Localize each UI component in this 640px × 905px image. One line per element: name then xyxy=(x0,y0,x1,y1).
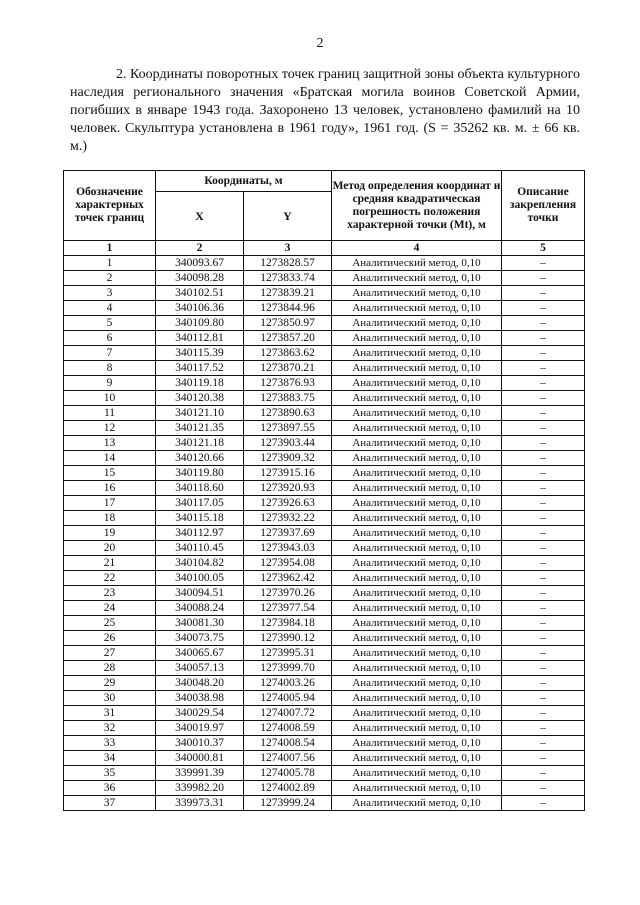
table-row xyxy=(64,781,585,796)
table-row xyxy=(64,751,585,766)
cell-method: Аналитический метод, 0,10 xyxy=(332,721,502,736)
cell-y: 1273915.16 xyxy=(244,466,332,481)
cell-x: 340115.39 xyxy=(156,346,244,361)
cell-x: 340106.36 xyxy=(156,301,244,316)
cell-method: Аналитический метод, 0,10 xyxy=(332,346,502,361)
cell-description: – xyxy=(502,346,585,361)
cell-y: 1273920.93 xyxy=(244,481,332,496)
cell-description: – xyxy=(502,751,585,766)
cell-x: 340121.18 xyxy=(156,436,244,451)
cell-y: 1273932.22 xyxy=(244,511,332,526)
cell-x: 340117.52 xyxy=(156,361,244,376)
cell-y: 1273876.93 xyxy=(244,376,332,391)
table-row xyxy=(64,346,585,361)
table-row xyxy=(64,301,585,316)
cell-y: 1273844.96 xyxy=(244,301,332,316)
cell-y: 1274008.54 xyxy=(244,736,332,751)
cell-description: – xyxy=(502,496,585,511)
cell-method: Аналитический метод, 0,10 xyxy=(332,496,502,511)
cell-point-number: 2 xyxy=(64,271,156,286)
cell-point-number: 35 xyxy=(64,766,156,781)
header-point-designation: Обозначение характерных точек границ xyxy=(64,171,156,241)
table-row xyxy=(64,391,585,406)
cell-point-number: 7 xyxy=(64,346,156,361)
header-coordinates: Координаты, м xyxy=(156,171,332,192)
cell-description: – xyxy=(502,451,585,466)
cell-point-number: 18 xyxy=(64,511,156,526)
cell-method: Аналитический метод, 0,10 xyxy=(332,361,502,376)
cell-point-number: 10 xyxy=(64,391,156,406)
cell-x: 340081.30 xyxy=(156,616,244,631)
cell-method: Аналитический метод, 0,10 xyxy=(332,706,502,721)
table-row xyxy=(64,676,585,691)
cell-point-number: 25 xyxy=(64,616,156,631)
cell-description: – xyxy=(502,361,585,376)
cell-description: – xyxy=(502,631,585,646)
cell-y: 1274007.56 xyxy=(244,751,332,766)
cell-point-number: 17 xyxy=(64,496,156,511)
cell-point-number: 32 xyxy=(64,721,156,736)
cell-method: Аналитический метод, 0,10 xyxy=(332,661,502,676)
cell-x: 340088.24 xyxy=(156,601,244,616)
cell-y: 1273839.21 xyxy=(244,286,332,301)
table-row xyxy=(64,556,585,571)
cell-y: 1274007.72 xyxy=(244,706,332,721)
cell-description: – xyxy=(502,736,585,751)
cell-method: Аналитический метод, 0,10 xyxy=(332,646,502,661)
cell-point-number: 21 xyxy=(64,556,156,571)
cell-x: 340121.35 xyxy=(156,421,244,436)
cell-point-number: 1 xyxy=(64,256,156,271)
cell-point-number: 3 xyxy=(64,286,156,301)
cell-description: – xyxy=(502,301,585,316)
table-row xyxy=(64,526,585,541)
cell-description: – xyxy=(502,316,585,331)
caption-text: 2. Координаты поворотных точек границ защитной зоны объекта культурного наследия регионального значения «Братская могила воинов Советской Армии, погибших в январе 1943 года. Захоронено 13 человек, установлено фамилий на 10 человек. Скульптура установлена в 1961 году», 1961 год. (S = 35262 кв. м. ± 66 кв. м.) xyxy=(70,67,580,154)
cell-point-number: 5 xyxy=(64,316,156,331)
cell-x: 340119.80 xyxy=(156,466,244,481)
cell-x: 340109.80 xyxy=(156,316,244,331)
cell-method: Аналитический метод, 0,10 xyxy=(332,331,502,346)
cell-point-number: 36 xyxy=(64,781,156,796)
cell-method: Аналитический метод, 0,10 xyxy=(332,751,502,766)
cell-method: Аналитический метод, 0,10 xyxy=(332,586,502,601)
cell-method: Аналитический метод, 0,10 xyxy=(332,256,502,271)
cell-point-number: 27 xyxy=(64,646,156,661)
cell-method: Аналитический метод, 0,10 xyxy=(332,601,502,616)
cell-method: Аналитический метод, 0,10 xyxy=(332,556,502,571)
cell-x: 340110.45 xyxy=(156,541,244,556)
cell-point-number: 24 xyxy=(64,601,156,616)
page-number: 2 xyxy=(316,36,324,51)
cell-description: – xyxy=(502,511,585,526)
cell-y: 1273954.08 xyxy=(244,556,332,571)
cell-method: Аналитический метод, 0,10 xyxy=(332,526,502,541)
cell-point-number: 4 xyxy=(64,301,156,316)
cell-x: 340065.67 xyxy=(156,646,244,661)
cell-x: 340038.98 xyxy=(156,691,244,706)
cell-y: 1273962.42 xyxy=(244,571,332,586)
cell-x: 340094.51 xyxy=(156,586,244,601)
table-row xyxy=(64,796,585,811)
cell-x: 340121.10 xyxy=(156,406,244,421)
cell-x: 340117.05 xyxy=(156,496,244,511)
table-row xyxy=(64,256,585,271)
table-row xyxy=(64,286,585,301)
cell-description: – xyxy=(502,331,585,346)
table-row xyxy=(64,316,585,331)
column-number: 4 xyxy=(332,241,502,256)
cell-point-number: 6 xyxy=(64,331,156,346)
cell-x: 340112.81 xyxy=(156,331,244,346)
table-caption xyxy=(70,66,580,156)
cell-x: 340000.81 xyxy=(156,751,244,766)
table-row xyxy=(64,706,585,721)
cell-y: 1273833.74 xyxy=(244,271,332,286)
cell-point-number: 11 xyxy=(64,406,156,421)
cell-method: Аналитический метод, 0,10 xyxy=(332,781,502,796)
cell-method: Аналитический метод, 0,10 xyxy=(332,301,502,316)
cell-method: Аналитический метод, 0,10 xyxy=(332,541,502,556)
cell-method: Аналитический метод, 0,10 xyxy=(332,466,502,481)
cell-description: – xyxy=(502,781,585,796)
header-description: Описание закрепления точки xyxy=(502,171,585,241)
cell-method: Аналитический метод, 0,10 xyxy=(332,451,502,466)
table-row xyxy=(64,451,585,466)
table-row xyxy=(64,661,585,676)
cell-point-number: 19 xyxy=(64,526,156,541)
cell-description: – xyxy=(502,256,585,271)
table-row xyxy=(64,736,585,751)
table-row xyxy=(64,496,585,511)
cell-description: – xyxy=(502,391,585,406)
cell-y: 1273883.75 xyxy=(244,391,332,406)
cell-description: – xyxy=(502,406,585,421)
cell-point-number: 34 xyxy=(64,751,156,766)
cell-point-number: 29 xyxy=(64,676,156,691)
cell-description: – xyxy=(502,796,585,811)
cell-x: 340120.38 xyxy=(156,391,244,406)
cell-method: Аналитический метод, 0,10 xyxy=(332,766,502,781)
cell-y: 1274002.89 xyxy=(244,781,332,796)
cell-point-number: 13 xyxy=(64,436,156,451)
table-row xyxy=(64,466,585,481)
cell-description: – xyxy=(502,481,585,496)
cell-point-number: 14 xyxy=(64,451,156,466)
header-y: Y xyxy=(244,192,332,241)
cell-method: Аналитический метод, 0,10 xyxy=(332,436,502,451)
cell-y: 1273850.97 xyxy=(244,316,332,331)
cell-method: Аналитический метод, 0,10 xyxy=(332,616,502,631)
cell-point-number: 20 xyxy=(64,541,156,556)
cell-point-number: 8 xyxy=(64,361,156,376)
cell-x: 339982.20 xyxy=(156,781,244,796)
cell-point-number: 31 xyxy=(64,706,156,721)
cell-y: 1273943.03 xyxy=(244,541,332,556)
cell-y: 1273999.70 xyxy=(244,661,332,676)
cell-method: Аналитический метод, 0,10 xyxy=(332,736,502,751)
cell-description: – xyxy=(502,721,585,736)
cell-y: 1274008.59 xyxy=(244,721,332,736)
table-row xyxy=(64,646,585,661)
cell-x: 340073.75 xyxy=(156,631,244,646)
cell-x: 340048.20 xyxy=(156,676,244,691)
cell-x: 340057.13 xyxy=(156,661,244,676)
cell-x: 340019.97 xyxy=(156,721,244,736)
column-number: 2 xyxy=(156,241,244,256)
cell-description: – xyxy=(502,601,585,616)
table-row xyxy=(64,616,585,631)
cell-y: 1274003.26 xyxy=(244,676,332,691)
column-number: 1 xyxy=(64,241,156,256)
table-row xyxy=(64,721,585,736)
cell-y: 1273977.54 xyxy=(244,601,332,616)
cell-description: – xyxy=(502,526,585,541)
cell-y: 1273870.21 xyxy=(244,361,332,376)
cell-point-number: 12 xyxy=(64,421,156,436)
cell-y: 1273897.55 xyxy=(244,421,332,436)
table-row xyxy=(64,421,585,436)
cell-x: 340010.37 xyxy=(156,736,244,751)
cell-x: 339991.39 xyxy=(156,766,244,781)
table-row xyxy=(64,406,585,421)
table-row xyxy=(64,271,585,286)
cell-x: 339973.31 xyxy=(156,796,244,811)
cell-method: Аналитический метод, 0,10 xyxy=(332,391,502,406)
cell-x: 340104.82 xyxy=(156,556,244,571)
cell-y: 1274005.94 xyxy=(244,691,332,706)
cell-description: – xyxy=(502,766,585,781)
cell-y: 1273903.44 xyxy=(244,436,332,451)
cell-x: 340112.97 xyxy=(156,526,244,541)
table-row xyxy=(64,586,585,601)
cell-point-number: 37 xyxy=(64,796,156,811)
cell-method: Аналитический метод, 0,10 xyxy=(332,421,502,436)
cell-point-number: 23 xyxy=(64,586,156,601)
cell-point-number: 28 xyxy=(64,661,156,676)
cell-method: Аналитический метод, 0,10 xyxy=(332,286,502,301)
cell-y: 1273857.20 xyxy=(244,331,332,346)
cell-description: – xyxy=(502,541,585,556)
cell-method: Аналитический метод, 0,10 xyxy=(332,676,502,691)
cell-description: – xyxy=(502,661,585,676)
table-row xyxy=(64,361,585,376)
table-row xyxy=(64,376,585,391)
cell-y: 1274005.78 xyxy=(244,766,332,781)
cell-x: 340029.54 xyxy=(156,706,244,721)
cell-description: – xyxy=(502,616,585,631)
cell-description: – xyxy=(502,571,585,586)
cell-point-number: 26 xyxy=(64,631,156,646)
cell-description: – xyxy=(502,271,585,286)
cell-description: – xyxy=(502,286,585,301)
cell-description: – xyxy=(502,691,585,706)
cell-description: – xyxy=(502,421,585,436)
cell-y: 1273890.63 xyxy=(244,406,332,421)
cell-x: 340102.51 xyxy=(156,286,244,301)
cell-method: Аналитический метод, 0,10 xyxy=(332,571,502,586)
cell-method: Аналитический метод, 0,10 xyxy=(332,511,502,526)
cell-y: 1273909.32 xyxy=(244,451,332,466)
cell-method: Аналитический метод, 0,10 xyxy=(332,406,502,421)
cell-description: – xyxy=(502,436,585,451)
cell-description: – xyxy=(502,466,585,481)
table-row xyxy=(64,436,585,451)
cell-description: – xyxy=(502,376,585,391)
cell-point-number: 33 xyxy=(64,736,156,751)
column-number: 3 xyxy=(244,241,332,256)
cell-description: – xyxy=(502,646,585,661)
table-row xyxy=(64,571,585,586)
coordinates-table xyxy=(63,170,585,811)
table-row xyxy=(64,766,585,781)
cell-point-number: 16 xyxy=(64,481,156,496)
cell-y: 1273970.26 xyxy=(244,586,332,601)
cell-point-number: 30 xyxy=(64,691,156,706)
cell-point-number: 9 xyxy=(64,376,156,391)
cell-x: 340115.18 xyxy=(156,511,244,526)
cell-x: 340098.28 xyxy=(156,271,244,286)
cell-y: 1273926.63 xyxy=(244,496,332,511)
column-number: 5 xyxy=(502,241,585,256)
cell-method: Аналитический метод, 0,10 xyxy=(332,376,502,391)
table-row xyxy=(64,481,585,496)
header-x: X xyxy=(156,192,244,241)
cell-x: 340118.60 xyxy=(156,481,244,496)
cell-y: 1273937.69 xyxy=(244,526,332,541)
cell-y: 1273990.12 xyxy=(244,631,332,646)
cell-x: 340100.05 xyxy=(156,571,244,586)
cell-description: – xyxy=(502,676,585,691)
table-row xyxy=(64,511,585,526)
header-method: Метод определения координат и средняя квадратическая погрешность положения характерной точки (Mt), м xyxy=(332,171,502,241)
table-row xyxy=(64,541,585,556)
cell-method: Аналитический метод, 0,10 xyxy=(332,481,502,496)
cell-x: 340120.66 xyxy=(156,451,244,466)
cell-description: – xyxy=(502,586,585,601)
cell-y: 1273863.62 xyxy=(244,346,332,361)
cell-method: Аналитический метод, 0,10 xyxy=(332,796,502,811)
cell-point-number: 22 xyxy=(64,571,156,586)
cell-method: Аналитический метод, 0,10 xyxy=(332,316,502,331)
table-row xyxy=(64,331,585,346)
table-row xyxy=(64,691,585,706)
cell-method: Аналитический метод, 0,10 xyxy=(332,691,502,706)
cell-x: 340119.18 xyxy=(156,376,244,391)
cell-y: 1273999.24 xyxy=(244,796,332,811)
table-row xyxy=(64,601,585,616)
cell-description: – xyxy=(502,556,585,571)
table-row xyxy=(64,631,585,646)
cell-method: Аналитический метод, 0,10 xyxy=(332,631,502,646)
cell-y: 1273984.18 xyxy=(244,616,332,631)
cell-x: 340093.67 xyxy=(156,256,244,271)
cell-description: – xyxy=(502,706,585,721)
cell-point-number: 15 xyxy=(64,466,156,481)
cell-method: Аналитический метод, 0,10 xyxy=(332,271,502,286)
cell-y: 1273828.57 xyxy=(244,256,332,271)
cell-y: 1273995.31 xyxy=(244,646,332,661)
